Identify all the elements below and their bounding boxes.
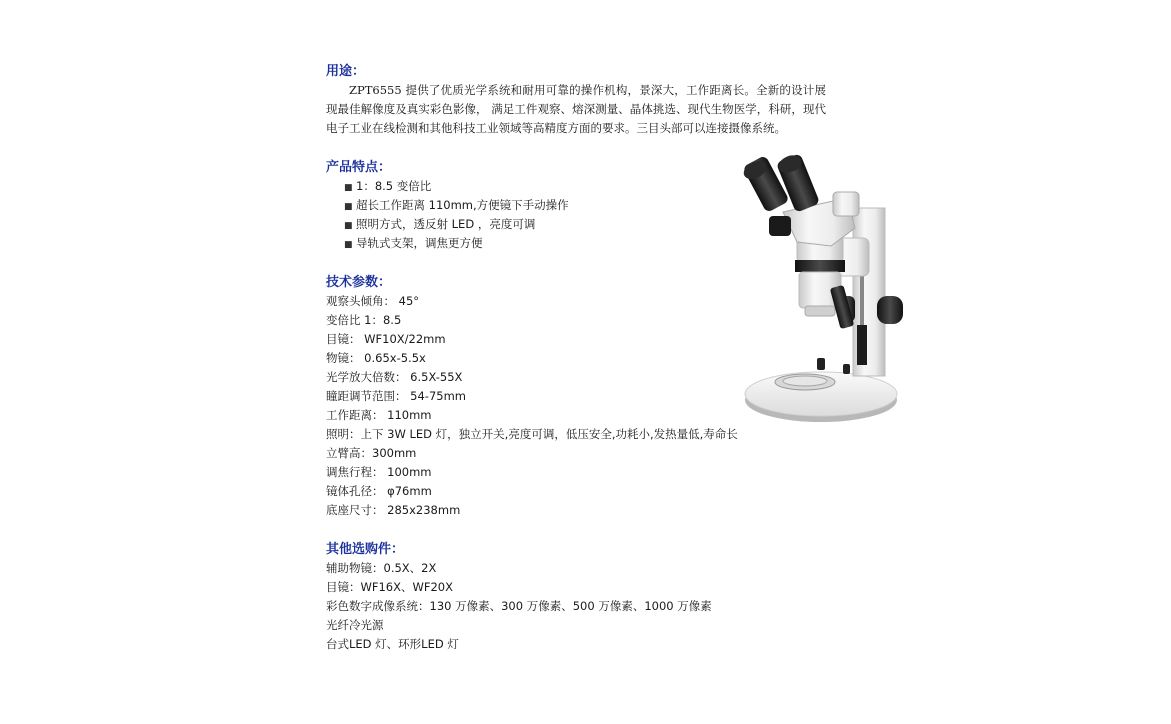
bullet-icon: ■ (344, 202, 353, 212)
bullet-icon: ■ (344, 183, 353, 193)
spec-line: 镜体孔径： φ76mm (326, 484, 432, 498)
option-line: 目镜：WF16X、WF20X (326, 580, 453, 594)
spec-line: 目镜： WF10X/22mm (326, 332, 446, 346)
spec-line: 底座尺寸： 285x238mm (326, 503, 461, 517)
spec-line: 光学放大倍数： 6.5X-55X (326, 370, 463, 384)
options-list (326, 559, 826, 654)
bullet-icon: ■ (344, 240, 353, 250)
spec-line: 瞳距调节范围： 54-75mm (326, 389, 466, 403)
spec-line: 立臂高：300mm (326, 446, 417, 460)
spec-line: 调焦行程： 100mm (326, 465, 432, 479)
spec-line: 变倍比 1：8.5 (326, 313, 402, 327)
option-line: 台式LED 灯、环形LED 灯 (326, 637, 459, 651)
bullet-icon: ■ (344, 221, 353, 231)
usage-heading: 用途： (326, 64, 366, 79)
list-item: ■ 导轨式支架，调焦更方便 (344, 234, 826, 253)
spec-line: 照明：上下 3W LED 灯，独立开关,亮度可调，低压安全,功耗小,发热量低,寿命长 (326, 427, 738, 441)
option-line: 辅助物镜：0.5X、2X (326, 561, 437, 575)
option-line: 光纤冷光源 (326, 618, 384, 632)
list-item: ■ 照明方式，透反射 LED ，亮度可调 (344, 215, 826, 234)
list-item: ■ 超长工作距离 110mm,方便镜下手动操作 (344, 196, 826, 215)
features-heading: 产品特点： (326, 160, 392, 175)
usage-paragraph: ZPT6555 提供了优质光学系统和耐用可靠的操作机构，景深大，工作距离长。全新的设计展现最佳解像度及真实彩色影像， 满足工件观察、熔深测量、晶体挑选、现代生物医学，科研，现代电子工业在线检测和其他科技工业领域等高精度方面的要求。三目头部可以连接摄像系统。 (326, 83, 826, 135)
options-heading: 其他选购件： (326, 542, 405, 557)
specs-heading: 技术参数： (326, 275, 392, 290)
spec-line: 物镜： 0.65x-5.5x (326, 351, 426, 365)
option-line: 彩色数字成像系统：130 万像素、300 万像素、500 万像素、1000 万像素 (326, 599, 712, 613)
spec-line: 观察头倾角： 45° (326, 294, 420, 308)
microscope-image (735, 150, 907, 428)
spec-line: 工作距离： 110mm (326, 408, 432, 422)
list-item: ■ 1：8.5 变倍比 (344, 177, 826, 196)
